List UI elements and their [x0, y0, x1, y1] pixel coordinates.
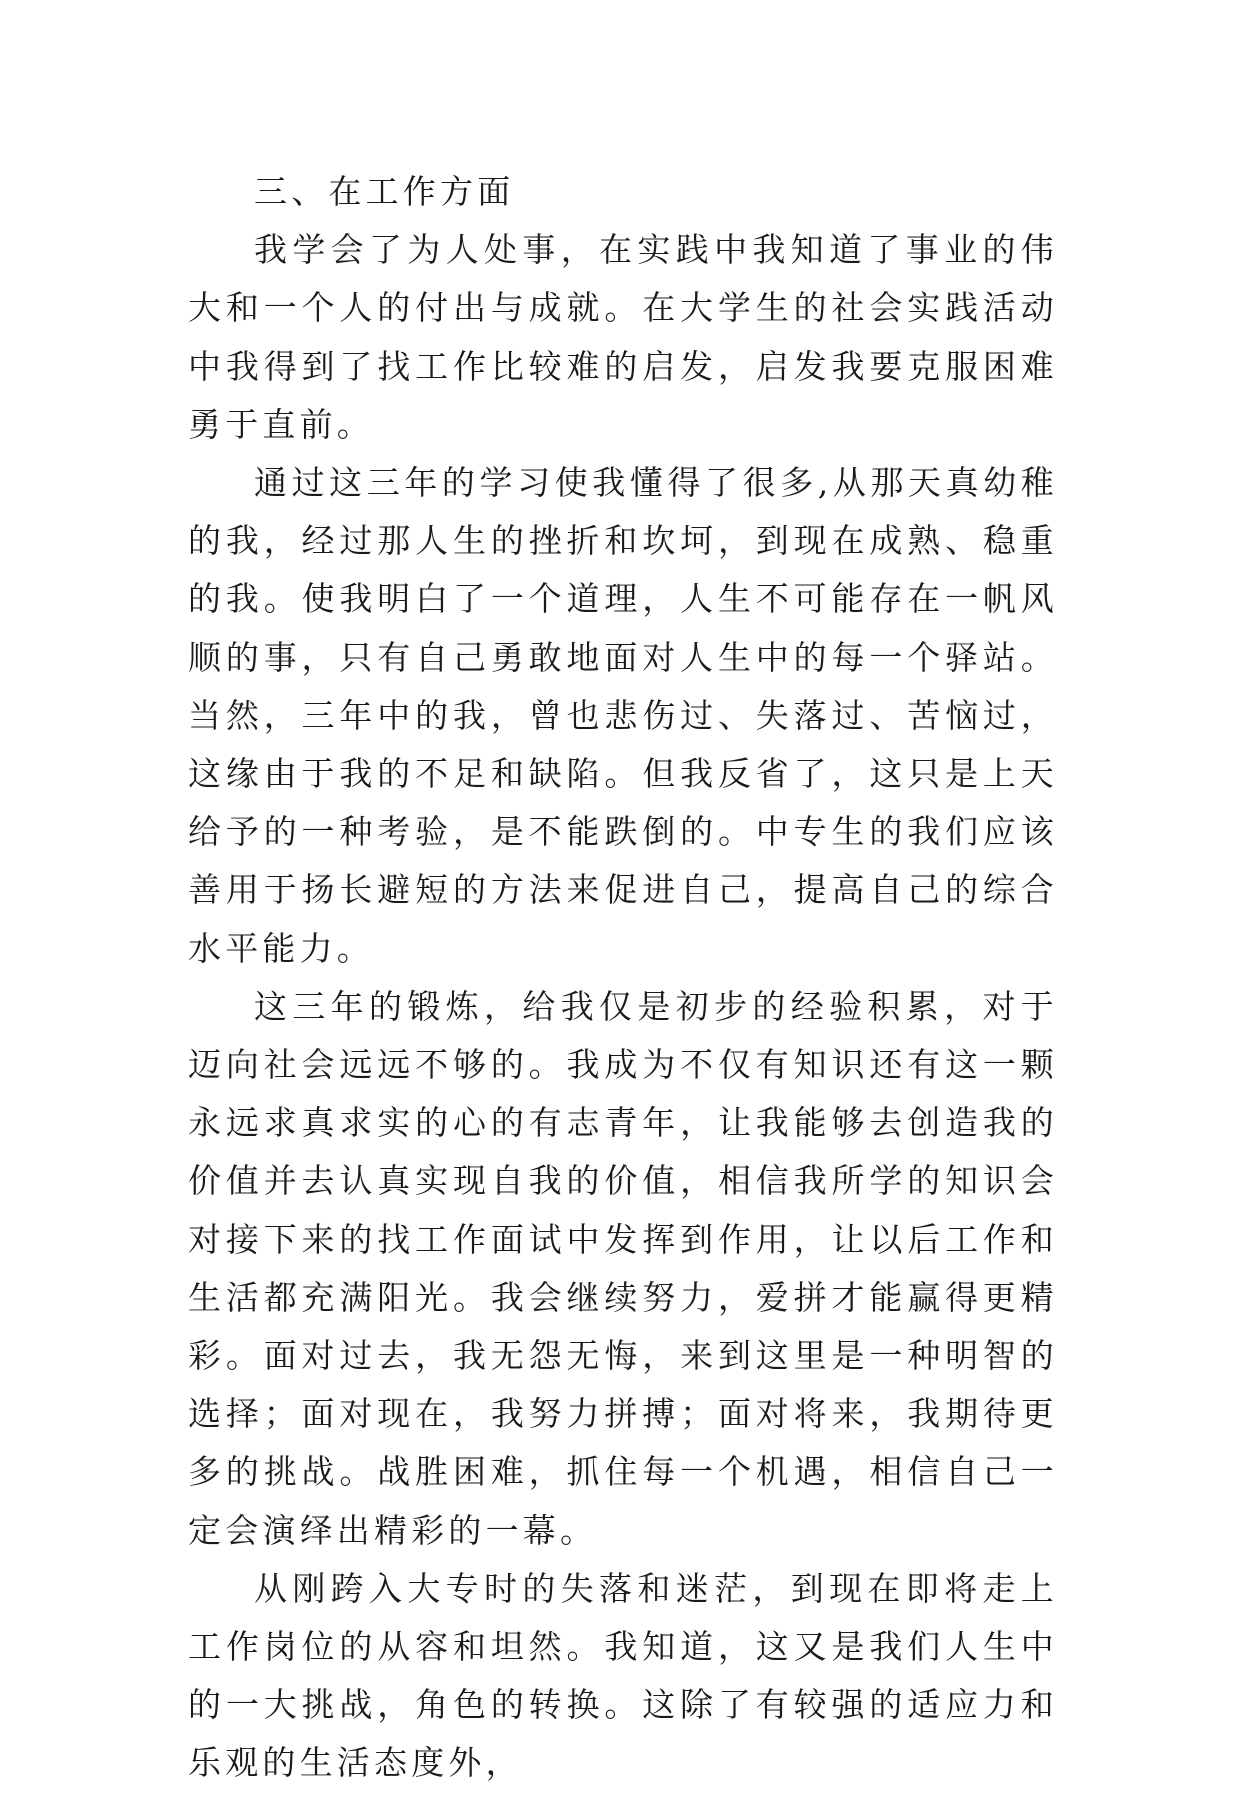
document-body [188, 163, 1058, 1793]
paragraph: 我学会了为人处事，在实践中我知道了事业的伟大和一个人的付出与成就。在大学生的社会实践活动中我得到了找工作比较难的启发，启发我要克服困难勇于直前。 [188, 230, 1058, 444]
paragraph: 这三年的锻炼，给我仅是初步的经验积累，对于迈向社会远远不够的。我成为不仅有知识还有这一颗永远求真求实的心的有志青年，让我能够去创造我的价值并去认真实现自我的价值，相信我所学的知识会对接下来的找工作面试中发挥到作用，让以后工作和生活都充满阳光。我会继续努力，爱拼才能赢得更精彩。面对过去，我无怨无悔，来到这里是一种明智的选择；面对现在，我努力拼搏；面对将来，我期待更多的挑战。战胜困难，抓住每一个机遇，相信自己一定会演绎出精彩的一幕。 [188, 986, 1058, 1550]
paragraph: 通过这三年的学习使我懂得了很多,从那天真幼稚的我，经过那人生的挫折和坎坷，到现在成熟、稳重的我。使我明白了一个道理，人生不可能存在一帆风顺的事，只有自己勇敢地面对人生中的每一个驿站。当然，三年中的我，曾也悲伤过、失落过、苦恼过，这缘由于我的不足和缺陷。但我反省了，这只是上天给予的一种考验，是不能跌倒的。中专生的我们应该善用于扬长避短的方法来促进自己，提高自己的综合水平能力。 [188, 463, 1058, 968]
paragraph: 从刚跨入大专时的失落和迷茫，到现在即将走上工作岗位的从容和坦然。我知道，这又是我们人生中的一大挑战，角色的转换。这除了有较强的适应力和乐观的生活态度外， [188, 1568, 1058, 1783]
section-heading: 三、在工作方面 [254, 172, 515, 211]
